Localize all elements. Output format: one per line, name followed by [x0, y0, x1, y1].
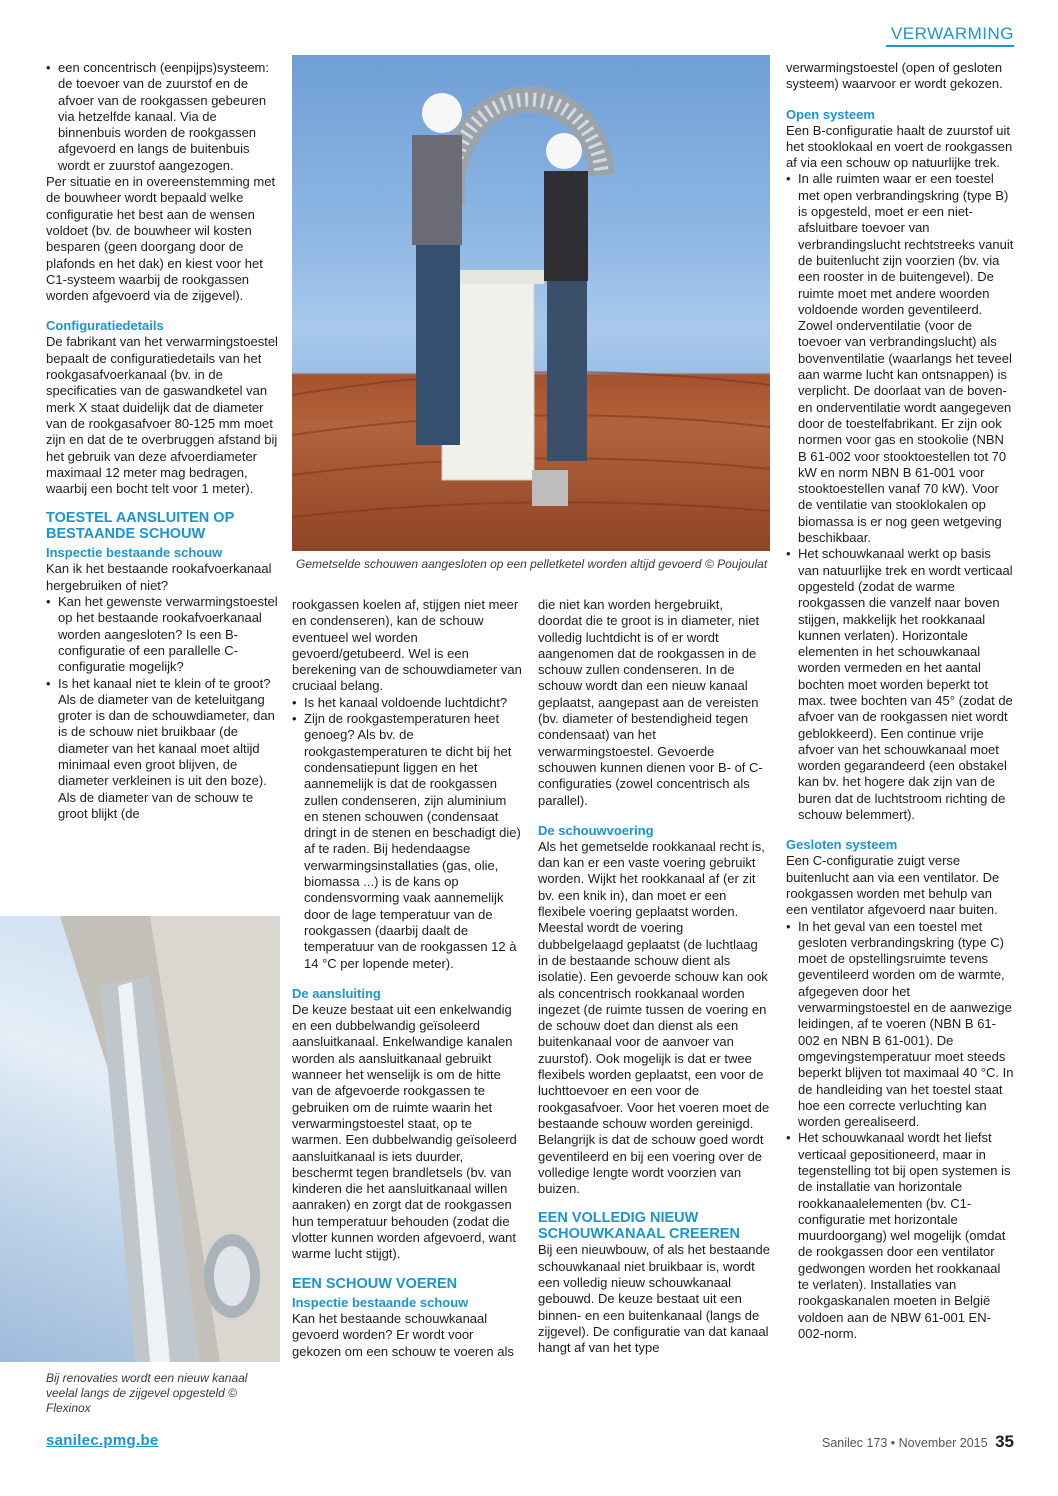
- section-tag: VERWARMING: [886, 24, 1014, 47]
- subheading-inspectie: Inspectie bestaande schouw: [292, 1295, 469, 1311]
- bullet-item: • Kan het gewenste verwarmingstoestel op het bestaande rookafvoerkanaal worden aangesloten? Is een B-configuratie of een parallelle C-configuratie mogelijk?: [46, 594, 282, 675]
- magazine-issue: Sanilec 173 • November 2015: [822, 1436, 988, 1450]
- page-number: 35: [995, 1432, 1014, 1451]
- bullet-item: • In alle ruimten waar er een toestel met open verbrandingskring (type B) is opgesteld, moet er een niet-afsluitbare toevoer van verbrandingslucht rechtstreeks vanuit de buitenlucht zijn voorzien (bv. via een rooster in de buitengevel). De ruimte moet met andere woorden voldoende worden geventileerd. Zowel onderventilatie (voor de toevoer van verbrandingslucht) als bovenventilatie (waarlangs het teveel aan warme lucht kan ontsnappen) is verplicht. De doorlaat van de boven- en onderventilatie wordt aangegeven door de toestelfabrikant. Er zijn ook normen voor gas en stookolie (NBN B 61-002 voor stooktoestellen tot 70 kW en norm NBN B 61-001 voor stooktoestellen vanaf 70 kW). Voor de ventilatie van stooklokalen op biomassa is er nog geen wetgeving beschikbaar.: [786, 171, 1014, 546]
- paragraph: Kan het bestaande schouwkanaal gevoerd worden? Er wordt voor gekozen om een schouw te voeren als: [292, 1311, 514, 1359]
- column-4: [786, 60, 1014, 1342]
- paragraph: Een C-configuratie zuigt verse buitenlucht aan via een ventilator. De rookgassen worden met behulp van een ventilator afgevoerd naar buiten.: [786, 853, 1000, 918]
- photo-wall-chimney: [0, 916, 280, 1362]
- paragraph: verwarmingstoestel (open of gesloten systeem) waarvoor er wordt gekozen.: [786, 60, 1003, 92]
- bullet-item: • Is het kanaal niet te klein of te groot? Als de diameter van de keteluitgang groter is dan de schouwdiameter, dan is de schouw niet bruikbaar (de diameter van het kanaal moet altijd minimaal even groot blijven, de diameter verkleinen is uit den boze). Als de diameter van de schouw te groot blijkt (de: [46, 676, 282, 823]
- section-heading-schouw-voeren: EEN SCHOUW VOEREN: [292, 1275, 458, 1292]
- photo-caption-wall: Bij renovaties wordt een nieuw kanaal veelal langs de zijgevel opgesteld © Flexinox: [46, 1371, 248, 1415]
- subheading-open-systeem: Open systeem: [786, 106, 875, 122]
- photo-roof-workers: [292, 55, 770, 551]
- roof-photo-illustration: [292, 55, 770, 551]
- wall-photo-illustration: [0, 916, 280, 1362]
- bullet-item: • Het schouwkanaal werkt op basis van natuurlijke trek en wordt verticaal opgesteld (zodat de warme rookgassen die vanzelf naar boven stijgen, makkelijk het rookkanaal kunnen verlaten). Horizontale elementen in het schouwkanaal worden vermeden en het aantal bochten moet worden beperkt tot max. twee bochten van 45° (zodat de afvoer van de rookgassen niet wordt geblokkeerd). Een continue vrije afvoer van het schouwkanaal moet worden gegarandeerd (een obstakel kan bv. het hogere dak zijn van de buren dat de luchtstroom richting de schouw belemmert).: [786, 546, 1014, 823]
- bullet-item: • Zijn de rookgastemperaturen heet genoeg? Als bv. de rookgastemperaturen te dicht bij het condensatiepunt liggen en het aannemelijk is dat de rookgassen zullen condenseren, zijn aluminium en stenen schouwen (condensaat dringt in de stenen en beschadigt die) af te raden. Bij hedendaagse verwarmingsinstallaties (gas, olie, biomassa ...) is de kans op condensvorming vaak aannemelijk door de lage temperatuur van de rookgassen (daarbij daalt de temperatuur van de rookgassen 12 à 14 °C per lopende meter).: [292, 711, 522, 972]
- paragraph: Bij een nieuwbouw, of als het bestaande schouwkanaal niet bruikbaar is, wordt een volledig nieuw schouwkanaal gebouwd. De keuze bestaat uit een binnen- en een buitenkanaal (langs de zijgevel). De configuratie van dat kanaal hangt af van het type: [538, 1242, 771, 1356]
- paragraph: Per situatie en in overeenstemming met de bouwheer wordt bepaald welke configuratie het best aan de wensen voldoet (bv. de bouwheer wil kosten besparen (geen doorgang door de plafonds en het dak) en kiest voor het C1-systeem waarbij de rookgassen worden afgevoerd via de zijgevel).: [46, 174, 276, 304]
- website-link[interactable]: sanilec.pmg.be: [46, 1432, 159, 1449]
- bullet-concentric: • een concentrisch (eenpijps)systeem: de toevoer van de zuurstof en de afvoer van de rookgassen gebeuren via hetzelfde kanaal. Via de binnenbuis worden de rookgassen afgevoerd en langs de buitenbuis wordt er zuurstof aangezogen.: [46, 60, 282, 174]
- bullet-item: • Is het kanaal voldoende luchtdicht?: [292, 695, 522, 711]
- subheading-gesloten-systeem: Gesloten systeem: [786, 837, 898, 853]
- paragraph: Als het gemetselde rookkanaal recht is, dan kan er een vaste voering gebruikt worden. Wijkt het rookkanaal af (er zit bv. een knik in), dan moet er een flexibele voering geplaatst worden. Meestal wordt de voering dubbelgelaagd geplaatst (de luchtlaag in de bestaande schouw dient als isolatie). Een gevoerde schouw kan ook als concentrisch rookkanaal worden ingezet (de ruimte tussen de voering en de schouw doet dan dienst als een buitenkanaal voor de aanvoer van zuurstof). Ook mogelijk is dat er twee flexibels worden geplaatst, een voor de luchttoevoer en een voor de rookgasafvoer. Voor het voeren moet de bestaande schouw worden gereinigd. Belangrijk is dat de schouw goed wordt geventileerd en bij een voering over de volledige lengte wordt voorzien van buizen.: [538, 838, 770, 1197]
- photo-caption-roof: Gemetselde schouwen aangesloten op een pelletketel worden altijd gevoerd © Poujoulat: [296, 557, 768, 571]
- column-3: [538, 597, 770, 1356]
- paragraph: De keuze bestaat uit een enkelwandig en een dubbelwandig geïsoleerd aansluitkanaal. Enkelwandige kanalen worden als aansluitkanaal gebruikt wanneer het wenselijk is om de hitte van de afgevoerde rookgassen te gebruiken om de ruimte waarin het verwarmingstoestel staat, op te warmen. Een dubbelwandig geïsoleerd aansluitkanaal is iets duurder, beschermt tegen brandletsels (bv. van kinderen die het aansluitkanaal willen aanraken) en zorgt dat de rookgassen hun temperatuur behouden (zodat die vlotter kunnen worden afgevoerd, want warme lucht stijgt).: [292, 1001, 517, 1262]
- section-heading-nieuw-schouwkanaal: EEN VOLLEDIG NIEUW SCHOUWKANAAL CREEREN: [538, 1210, 740, 1242]
- column-2: [292, 597, 522, 1360]
- subheading-configuratiedetails: Configuratiedetails: [46, 318, 164, 334]
- footer-magazine-info: [822, 1432, 1014, 1452]
- column-1: [46, 60, 282, 822]
- subheading-aansluiting: De aansluiting: [292, 985, 381, 1001]
- paragraph: rookgassen koelen af, stijgen niet meer en condenseren), kan de schouw eventueel wel worden gevoerd/getubeerd. Wel is een berekening van de schouwdiameter van cruciaal belang.: [292, 597, 522, 694]
- section-heading-toestel-aansluiten: TOESTEL AANSLUITEN OP BESTAANDE SCHOUW: [46, 510, 234, 542]
- paragraph: Kan ik het bestaande rookafvoerkanaal hergebruiken of niet?: [46, 561, 272, 593]
- paragraph: De fabrikant van het verwarmingstoestel bepaalt de configuratiedetails van het rookgasafvoerkanaal (bv. in de specificaties van de gaswandketel van merk X staat duidelijk dat de diameter van de rookgasafvoer 80-125 mm moet zijn en dat de te overbruggen afstand bij het gebruik van deze afvoerdiameter maximaal 12 meter mag bedragen, waarbij een bocht telt voor 1 meter).: [46, 334, 278, 497]
- paragraph: Een B-configuratie haalt de zuurstof uit het stooklokaal en voert de rookgassen af via een schouw op natuurlijke trek.: [786, 122, 1013, 171]
- subheading-inspectie: Inspectie bestaande schouw: [46, 545, 223, 561]
- bullet-item: • In het geval van een toestel met gesloten verbrandingskring (type C) moet de opstellingsruimte tevens geventileerd worden om de warmte, afgegeven door het verwarmingstoestel en de aanwezige leidingen, af te voeren (NBN B 61-002 en NBN B 61-001). De omgevingstemperatuur moet steeds beperkt blijven tot maximaal 40 °C. In de handleiding van het toestel staat hoe een correcte verluchting kan worden gerealiseerd.: [786, 919, 1014, 1131]
- subheading-schouwvoering: De schouwvoering: [538, 822, 654, 838]
- bullet-item: • Het schouwkanaal wordt het liefst verticaal gepositioneerd, maar in tegenstelling tot bij open systemen is de installatie van horizontale rookkanaalelementen (bv. C1-configuratie met horizontale muurdoorgang) wel mogelijk (omdat de rookgassen door een ventilator gedwongen worden het rookkanaal te verlaten). Installaties van rookgaskanalen moeten in België voldoen aan de NBW 61-001 EN-002-norm.: [786, 1130, 1014, 1342]
- paragraph: die niet kan worden hergebruikt, doordat die te groot is in diameter, niet volledig luchtdicht is of er wordt aangenomen dat de rookgassen in de schouw zullen condenseren. In de schouw wordt dan een nieuw kanaal geplaatst, aangepast aan de vereisten (bv. diameter of bestendigheid tegen condensaat) van het verwarmingstoestel. Gevoerde schouwen kunnen dienen voor B- of C-configuraties (zowel concentrisch als parallel).: [538, 597, 763, 808]
